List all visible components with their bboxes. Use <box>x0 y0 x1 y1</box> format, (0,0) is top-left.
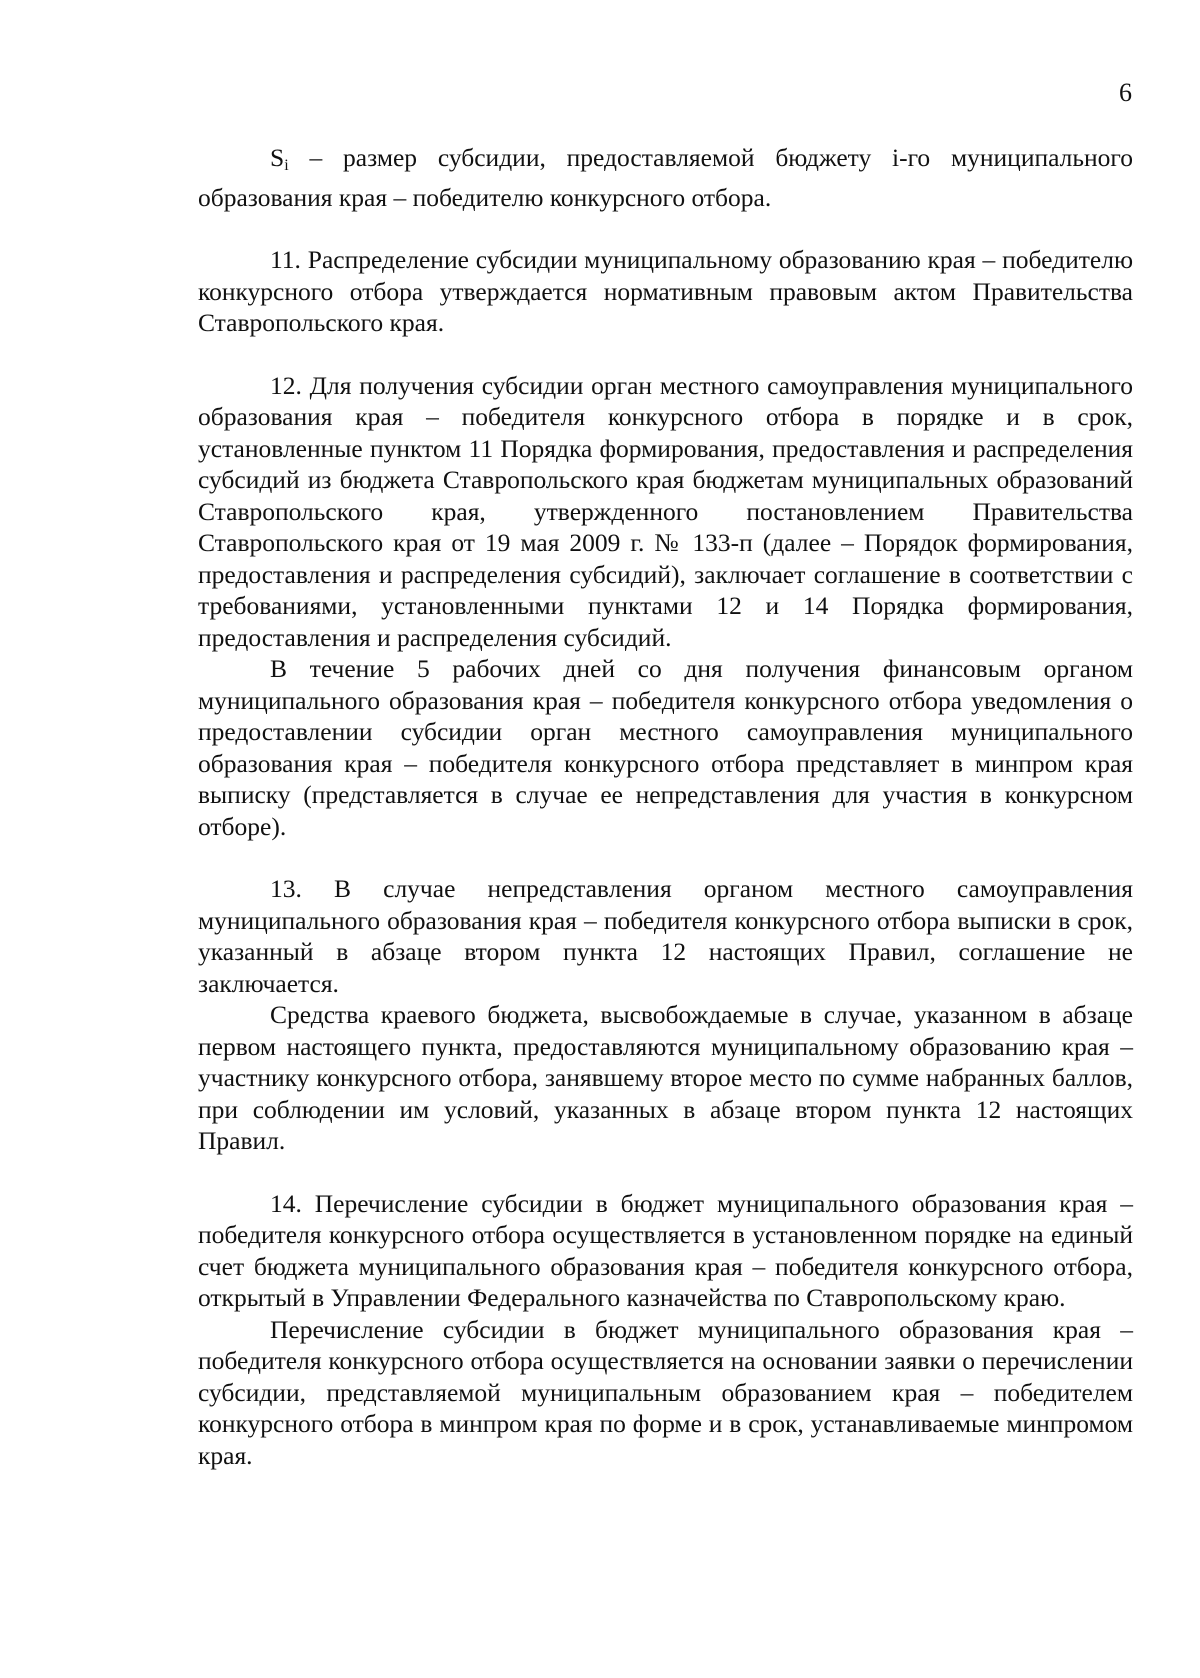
formula-definition-text: – размер субсидии, предоставляемой бюджету i-го муниципального образования края – победителю конкурсного отбора. <box>198 143 1133 212</box>
paragraph-clause-11: 11. Распределение субсидии муниципальному образованию края – победителю конкурсного отбора утверждается нормативным правовым актом Правительства Ставропольского края. <box>198 245 1133 337</box>
paragraph-clause-14-part-2: Перечисление субсидии в бюджет муниципального образования края – победителя конкурсного отбора осуществляется на основании заявки о перечислении субсидии, представляемой муниципальным образованием края – победителем конкурсного отбора в минпром края по форме и в срок, устанавливаемые минпромом края. <box>198 1314 1133 1470</box>
formula-symbol: S <box>270 143 285 172</box>
paragraph-clause-12-part-2: В течение 5 рабочих дней со дня получения финансовым органом муниципального образования края – победителя конкурсного отбора уведомления о предоставлении субсидии орган местного самоуправления муниципального образования края – победителя конкурсного отбора представляет в минпром края выписку (представляется в случае ее непредставления для участия в конкурсном отборе). <box>198 654 1133 841</box>
formula-subscript: i <box>284 157 289 174</box>
paragraph-clause-12: 12. Для получения субсидии орган местного самоуправления муниципального образования края – победителя конкурсного отбора в порядке и в срок, установленные пунктом 11 Порядка формирования, предоставления и распределения субсидий из бюджета Ставропольского края бюджетам муниципальных образований Ставропольского края, утвержденного постановлением Правительства Ставропольского края от 19 мая 2009 г. № 133-п (далее – Порядок формирования, предоставления и распределения субсидий), заключает соглашение в соответствии с требованиями, установленными пунктами 12 и 14 Порядка формирования, предоставления и распределения субсидий. <box>198 370 1133 652</box>
page-number: 6 <box>1119 78 1132 107</box>
document-body <box>198 142 1133 1471</box>
paragraph-formula-definition <box>198 142 1133 213</box>
paragraph-clause-13: 13. В случае непредставления органом местного самоуправления муниципального образования края – победителя конкурсного отбора выписки в срок, указанный в абзаце втором пункта 12 настоящих Правил, соглашение не заключается. <box>198 874 1133 998</box>
paragraph-clause-13-part-2: Средства краевого бюджета, высвобождаемые в случае, указанном в абзаце первом настоящего пункта, предоставляются муниципальному образованию края – участнику конкурсного отбора, занявшему второе место по сумме набранных баллов, при соблюдении им условий, указанных в абзаце втором пункта 12 настоящих Правил. <box>198 1000 1133 1155</box>
paragraph-clause-14: 14. Перечисление субсидии в бюджет муниципального образования края – победителя конкурсного отбора осуществляется в установленном порядке на единый счет бюджета муниципального образования края – победителя конкурсного отбора, открытый в Управлении Федерального казначейства по Ставропольскому краю. <box>198 1188 1133 1312</box>
